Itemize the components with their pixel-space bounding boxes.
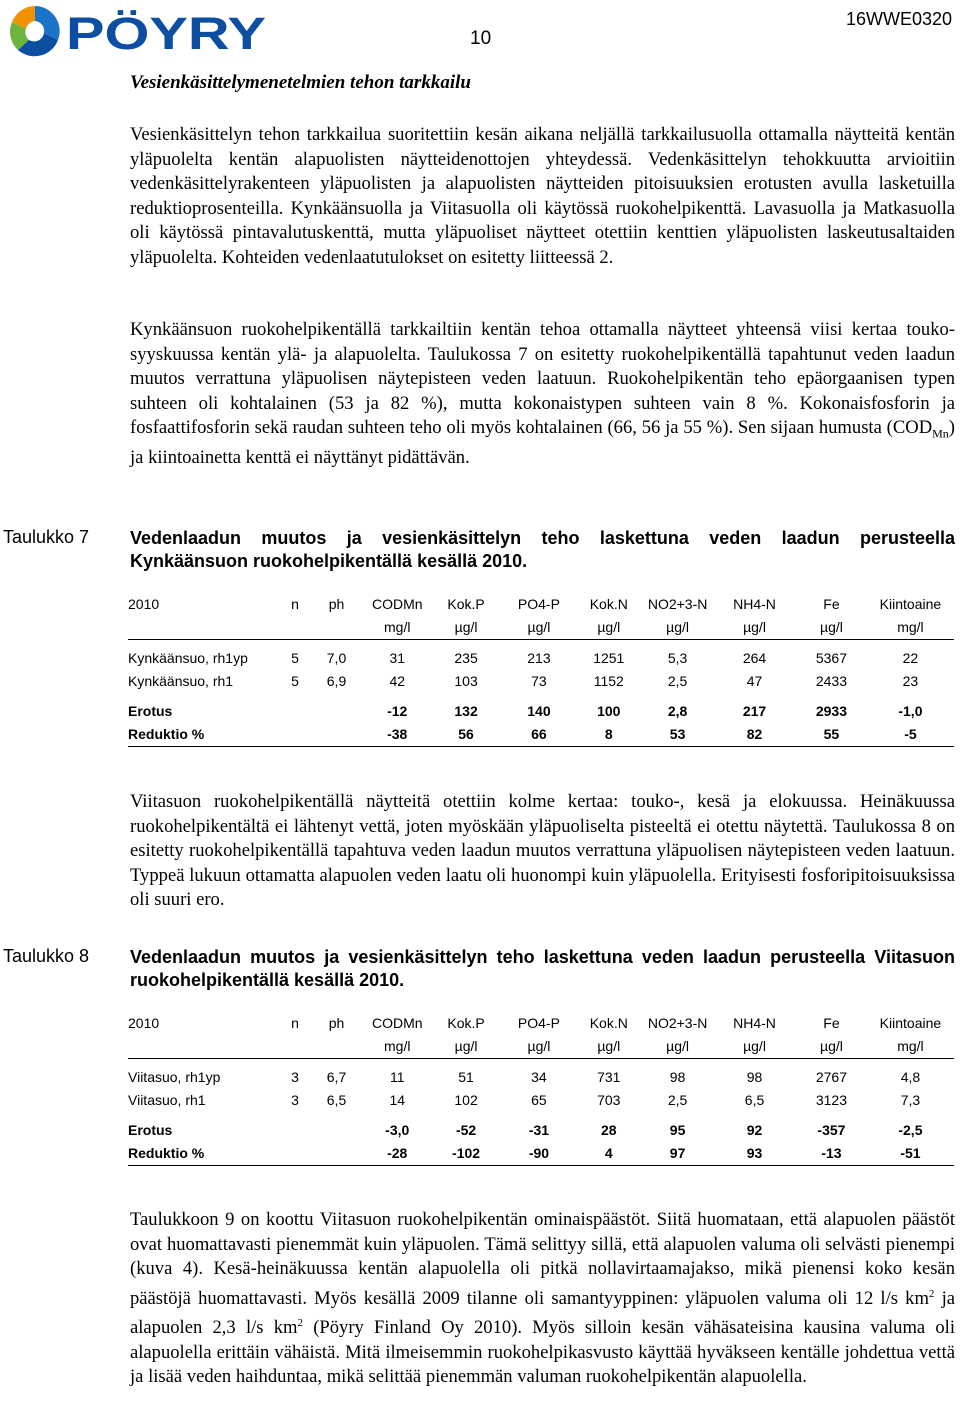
- table-cell: 66: [503, 723, 576, 747]
- table-cell: 82: [713, 723, 796, 747]
- table-row: [128, 1089, 954, 1113]
- table-caption: Vedenlaadun muutos ja vesienkäsittelyn teho laskettuna veden laadun perusteella Kynkäänsuon ruokohelpikentällä kesällä 2010.: [130, 528, 955, 571]
- table-cell: 132: [454, 702, 478, 719]
- table-cell: 97: [642, 1142, 713, 1166]
- paragraph-text: ja alapuolen 2,3 l/s km: [130, 1287, 955, 1339]
- table-cell: [282, 723, 308, 747]
- table-cell: 1251: [593, 649, 625, 666]
- column-header: NO2+3-N: [647, 595, 708, 612]
- paragraph-text: Kynkäänsuon ruokohelpikentällä tarkkailtiin kentän tehoa ottamalla näytteet yhteensä viisi kertaa touko-syyskuussa kentän ylä- ja alapuolelta. Taulukossa 7 on esitetty ruokohelpikentällä tapahtunut veden laadun muutos verrattuna yläpuolisen näytepisteen veden laatuun. Ruokohelpikentän teho epäorgaanisen typen suhteen oli kohtalainen (53 ja 82 %), mutta kokonaistypen suhteen vain 8 %. Kokonaisfosforin ja fosfaattifosforin sekä raudan suhteen teho oli myös kohtalainen (66, 56 ja 55 %). Sen sijaan humusta (COD: [130, 319, 955, 438]
- table-cell: [282, 1142, 308, 1166]
- table-cell: -357: [817, 1121, 846, 1138]
- table-cell: Kynkäänsuo, rh1: [128, 673, 234, 690]
- table-cell: [308, 699, 365, 723]
- table-cell: 703: [597, 1092, 621, 1109]
- column-header: Fe: [823, 595, 840, 612]
- table-label: Taulukko 8: [3, 946, 90, 966]
- table-cell: 98: [746, 1068, 763, 1085]
- paragraph-kynkaansuo: [130, 318, 955, 471]
- table-cell: 3: [291, 1092, 299, 1109]
- table-header-row: [128, 1011, 954, 1035]
- column-header: Kok.P: [447, 1014, 485, 1031]
- table-cell: 47: [746, 673, 763, 690]
- table-cell: 264: [742, 649, 767, 666]
- table-units-row: [128, 1035, 954, 1059]
- table-cell: 11: [389, 1068, 405, 1085]
- column-header: NH4-N: [733, 1014, 776, 1031]
- column-header: µg/l: [575, 1035, 642, 1059]
- table-cell: 2433: [815, 673, 848, 690]
- table-cell: 6,5: [326, 1092, 347, 1109]
- table-cell: Viitasuo, rh1yp: [128, 1068, 221, 1085]
- data-table: [128, 1011, 954, 1166]
- column-header: mg/l: [867, 616, 954, 640]
- table-cell: [282, 699, 308, 723]
- table-cell: -3,0: [385, 1121, 410, 1138]
- column-header: µg/l: [503, 1035, 576, 1059]
- table-cell: 92: [746, 1121, 763, 1138]
- table-cell: 6,9: [326, 673, 347, 690]
- column-header: mg/l: [365, 616, 430, 640]
- column-header: µg/l: [642, 1035, 713, 1059]
- table-cell: 1152: [593, 673, 624, 690]
- column-header: 2010: [128, 595, 160, 612]
- column-header: Fe: [823, 1014, 840, 1031]
- table-cell: 55: [796, 723, 867, 747]
- table-cell: 4,8: [900, 1068, 921, 1085]
- table-cell: 731: [597, 1068, 621, 1085]
- table-cell: Erotus: [128, 1121, 173, 1138]
- table-cell: Erotus: [128, 702, 173, 719]
- column-header: µg/l: [713, 1035, 796, 1059]
- table-summary-row: [128, 1118, 954, 1142]
- poyry-logo-mark: [10, 6, 60, 56]
- table-cell: -90: [503, 1142, 576, 1166]
- table-cell: 5: [291, 673, 299, 690]
- paragraph-text: Taulukkoon 9 on koottu Viitasuon ruokohelpikentän ominaispäästöt. Siitä huomataan, että alapuolen päästöt ovat huomattavasti pienemmät kuin yläpuolen. Tämä selittyy sillä, että alapuolen valuma oli selvästi pienempi (kuva 4). Kesä-heinäkuussa kentän alapuolella oli pitkä nollavirtaamajakso, mikä pienensi koko kesän päästöjä huomattavasti. Myös kesällä 2009 tilanne oli samantyyppinen: yläpuolen valuma oli 12 l/s km: [130, 1209, 955, 1309]
- column-header: [308, 1035, 365, 1059]
- table-cell: 5,3: [667, 649, 688, 666]
- table-summary-row: [128, 699, 954, 723]
- table-cell: 2933: [815, 702, 848, 719]
- table-cell: -28: [365, 1142, 430, 1166]
- subscript-mn: Mn: [932, 426, 949, 441]
- table-cell: 28: [600, 1121, 617, 1138]
- table-cell: 22: [902, 649, 919, 666]
- table-cell: Reduktio %: [128, 723, 282, 747]
- column-header: µg/l: [796, 1035, 867, 1059]
- column-header: NO2+3-N: [647, 1014, 708, 1031]
- document-code: 16WWE0320: [845, 9, 952, 29]
- table-cell: Kynkäänsuo, rh1yp: [128, 649, 248, 666]
- table-cell: -31: [528, 1121, 550, 1138]
- superscript: 2: [297, 1317, 303, 1330]
- table-cell: 73: [531, 673, 547, 690]
- table-cell: 235: [454, 649, 478, 666]
- table-cell: 6,7: [326, 1068, 347, 1085]
- column-header: mg/l: [867, 1035, 954, 1059]
- table-cell: 213: [527, 649, 551, 666]
- table-cell: 56: [430, 723, 503, 747]
- column-header: Kok.N: [589, 1014, 628, 1031]
- table-cell: -102: [430, 1142, 503, 1166]
- table-cell: -1,0: [898, 702, 923, 719]
- table-cell: 4: [575, 1142, 642, 1166]
- table-row: [128, 646, 954, 670]
- column-header: [282, 616, 308, 640]
- table-cell: 100: [597, 702, 621, 719]
- table-cell: 6,5: [744, 1092, 765, 1109]
- table-cell: 42: [389, 673, 406, 690]
- paragraph-text: (Pöyry Finland Oy 2010). Myös silloin kesän vähäsateisina kausina valuma oli alapuolella erittäin vähäistä. Mitä ilmeisemmin ruokohelpikasvusto käyttää hyväkseen kentälle johdettua vettä ja lisää veden haihduntaa, mikä selittää pienemmän valuman ruokohelpikentän alapuolella.: [130, 1317, 955, 1388]
- column-header: µg/l: [642, 616, 713, 640]
- table-cell: [308, 1142, 365, 1166]
- superscript: 2: [928, 1287, 935, 1300]
- column-header: µg/l: [713, 616, 796, 640]
- column-header: µg/l: [430, 1035, 503, 1059]
- table-cell: 31: [389, 649, 406, 666]
- column-header: [128, 616, 282, 640]
- table-cell: [308, 1118, 365, 1142]
- table-cell: [282, 1118, 308, 1142]
- logo-wordmark: PÖYRY: [66, 8, 266, 59]
- table-cell: 3123: [815, 1092, 848, 1109]
- table-cell: 7,0: [326, 649, 347, 666]
- table-units-row: [128, 616, 954, 640]
- column-header: n: [291, 1014, 299, 1031]
- column-header: mg/l: [365, 1035, 430, 1059]
- poyry-logo: [6, 2, 270, 60]
- table-cell: 5367: [815, 649, 848, 666]
- table-cell: 2,5: [667, 673, 688, 690]
- table-cell: -51: [867, 1142, 954, 1166]
- table-cell: 2,5: [667, 1092, 688, 1109]
- table-row: [128, 670, 954, 694]
- table-cell: 65: [531, 1092, 547, 1109]
- table-cell: 3: [291, 1068, 299, 1085]
- column-header: [128, 1035, 282, 1059]
- table-cell: -2,5: [898, 1121, 923, 1138]
- table-cell: Viitasuo, rh1: [128, 1092, 206, 1109]
- table-header-row: [128, 592, 954, 616]
- table-cell: 217: [742, 702, 767, 719]
- table-cell: -12: [387, 702, 408, 719]
- table-cell: 103: [454, 673, 478, 690]
- table-row: [128, 1065, 954, 1089]
- section-title: Vesienkäsittelymenetelmien tehon tarkkailu: [130, 72, 471, 93]
- column-header: µg/l: [796, 616, 867, 640]
- table-cell: 5: [291, 649, 299, 666]
- table-caption: Vedenlaadun muutos ja vesienkäsittelyn teho laskettuna veden laadun perusteella Viitasuon ruokohelpikentällä kesällä 2010.: [130, 947, 955, 990]
- column-header: NH4-N: [733, 595, 776, 612]
- table-label: Taulukko 7: [3, 527, 90, 547]
- column-header: Kiintoaine: [879, 595, 942, 612]
- table-cell: 95: [669, 1121, 686, 1138]
- table-cell: 102: [454, 1092, 478, 1109]
- table-cell: Reduktio %: [128, 1142, 282, 1166]
- column-header: ph: [328, 595, 345, 612]
- table-cell: 23: [902, 673, 919, 690]
- table-cell: 7,3: [900, 1092, 921, 1109]
- column-header: PO4-P: [517, 1014, 560, 1031]
- table-cell: 8: [575, 723, 642, 747]
- column-header: µg/l: [503, 616, 576, 640]
- data-table: [128, 592, 954, 747]
- column-header: Kiintoaine: [879, 1014, 942, 1031]
- table-cell: 14: [389, 1092, 406, 1109]
- table-cell: -13: [796, 1142, 867, 1166]
- table-summary-row: [128, 723, 954, 747]
- column-header: [282, 1035, 308, 1059]
- page-number: 10: [470, 28, 492, 49]
- column-header: CODMn: [371, 1014, 423, 1031]
- table-cell: -52: [455, 1121, 477, 1138]
- table-cell: [308, 723, 365, 747]
- column-header: Kok.N: [589, 595, 628, 612]
- table-cell: -5: [867, 723, 954, 747]
- table-cell: -38: [365, 723, 430, 747]
- column-header: 2010: [128, 1014, 160, 1031]
- column-header: n: [291, 595, 299, 612]
- column-header: [308, 616, 365, 640]
- table-cell: 53: [642, 723, 713, 747]
- table-cell: 93: [713, 1142, 796, 1166]
- column-header: Kok.P: [447, 595, 485, 612]
- column-header: CODMn: [371, 595, 423, 612]
- table-summary-row: [128, 1142, 954, 1166]
- paragraph-viitasuo: Viitasuon ruokohelpikentällä näytteitä otettiin kolme kertaa: touko-, kesä ja elokuussa. Heinäkuussa ruokohelpikentältä ei lähtenyt vettä, joten myöskään yläpuoliselta pisteeltä ei otettu näytettä. Taulukossa 8 on esitetty ruokohelpikentällä tapahtuva veden laadun muutos verrattuna yläpuolisen näytepisteen veden laatuun. Typpeä lukuun ottamatta alapuolen veden laatu oli huonompi kuin yläpuolella. Erityisesti fosforipitoisuuksissa oli suuri ero.: [130, 791, 955, 910]
- column-header: ph: [328, 1014, 345, 1031]
- column-header: PO4-P: [517, 595, 560, 612]
- column-header: µg/l: [430, 616, 503, 640]
- table-cell: 2,8: [667, 702, 688, 719]
- paragraph-text: ) ja kiintoainetta kenttä ei näyttänyt pidättävän.: [130, 417, 955, 469]
- table-cell: 2767: [815, 1068, 848, 1085]
- table-cell: 51: [458, 1068, 474, 1085]
- paragraph-ominaispaastot: [130, 1208, 955, 1390]
- column-header: µg/l: [575, 616, 642, 640]
- table-cell: 140: [527, 702, 551, 719]
- table-cell: 98: [669, 1068, 686, 1085]
- table-cell: 34: [531, 1068, 547, 1085]
- paragraph-intro: Vesienkäsittelyn tehon tarkkailua suoritettiin kesän aikana neljällä tarkkailusuolla ottamalla näytteitä kentän yläpuolelta kentän alapuolisten näytteidenottojen yhteydessä. Vedenkäsittelyn tehokkuutta arvioitiin vedenkäsittelyrakenteen yläpuolisten ja alapuolisten näytteiden pitoisuuksien erotusten avulla lasketuilla reduktioprosenteilla. Kynkäänsuolla ja Viitasuolla oli käytössä ruokohelpikenttä. Lavasuolla ja Matkasuolla oli käytössä pintavalutuskenttä, mutta yläpuoliset näytteet otettiin kenttien yläpuolisten laskeutusaltaiden yläpuolelta. Kohteiden vedenlaatutulokset on esitetty liitteessä 2.: [130, 124, 955, 268]
